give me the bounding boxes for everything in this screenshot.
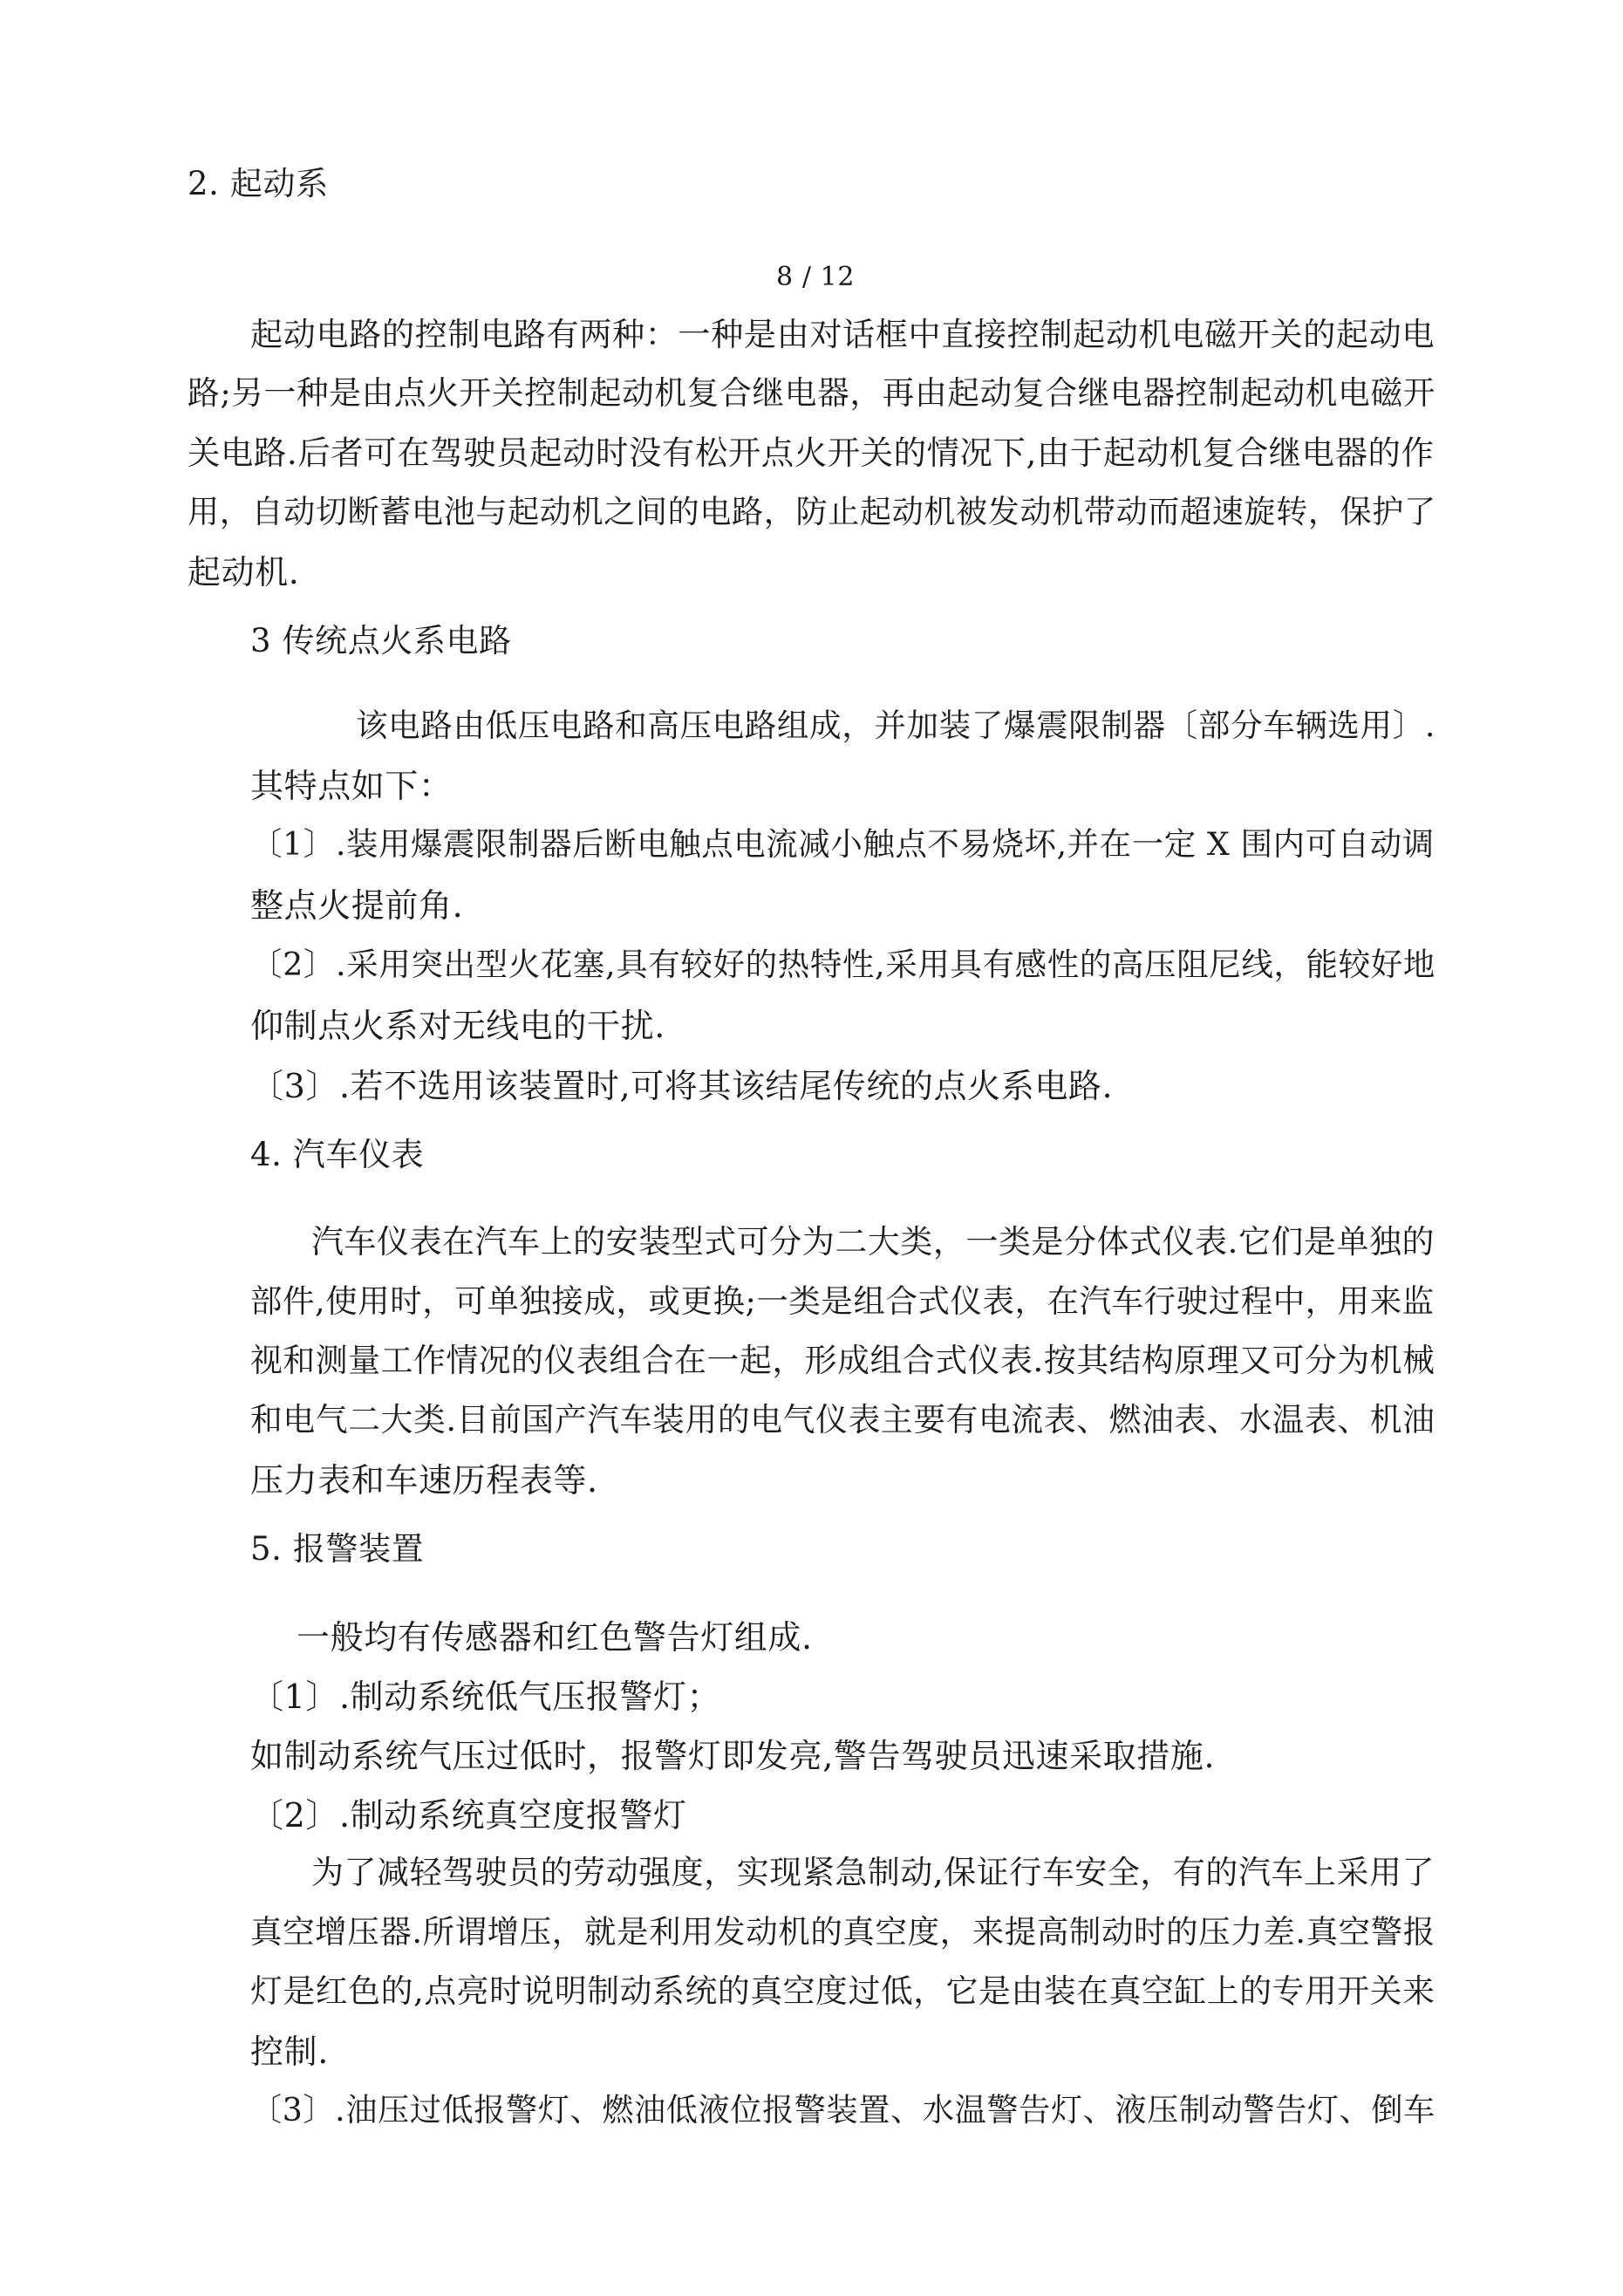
paragraph-line: 部件,使用时，可单独接成，或更换;一类是组合式仪表，在汽车行驶过程中，用来监 [250, 1282, 1435, 1320]
paragraph-line: 真空增压器.所谓增压，就是利用发动机的真空度，来提高制动时的压力差.真空警报 [250, 1913, 1435, 1951]
paragraph-line: 一般均有传感器和红色警告灯组成. [297, 1618, 813, 1657]
paragraph-line: 灯是红色的,点亮时说明制动系统的真空度过低，它是由装在真空缸上的专用开关来 [250, 1972, 1435, 2010]
list-item: 〔1〕.制动系统低气压报警灯； [250, 1678, 721, 1716]
section-heading-alarm: 5. 报警装置 [250, 1530, 425, 1568]
section-heading-instruments: 4. 汽车仪表 [250, 1136, 425, 1173]
paragraph-line: 视和测量工作情况的仪表组合在一起，形成组合式仪表.按其结构原理又可分为机械 [250, 1342, 1435, 1379]
section-heading-ignition: 3 传统点火系电路 [250, 622, 512, 659]
paragraph-line: 关电路.后者可在驾驶员起动时没有松开点火开关的情况下,由于起动机复合继电器的作 [188, 434, 1435, 472]
paragraph-line: 整点火提前角. [250, 886, 464, 925]
paragraph-line: 其特点如下： [250, 767, 453, 805]
paragraph-line: 控制. [250, 2033, 329, 2071]
list-item: 〔2〕.制动系统真空度报警灯 [250, 1796, 687, 1835]
paragraph-line: 用，自动切断蓄电池与起动机之间的电路，防止起动机被发动机带动而超速旋转，保护了 [188, 493, 1436, 530]
paragraph-line: 汽车仪表在汽车上的安装型式可分为二大类，一类是分体式仪表.它们是单独的 [311, 1223, 1435, 1261]
list-item: 〔2〕.采用突出型火花塞,具有较好的热特性,采用具有感性的高压阻尼线，能较好地 [250, 946, 1435, 983]
page-number: 8 / 12 [776, 262, 856, 292]
paragraph-line: 为了减轻驾驶员的劳动强度，实现紧急制动,保证行车安全，有的汽车上采用了 [311, 1854, 1435, 1891]
section-heading-starter: 2. 起动系 [188, 165, 329, 202]
paragraph-line: 如制动系统气压过低时，报警灯即发亮,警告驾驶员迅速采取措施. [250, 1737, 1216, 1775]
list-item: 〔3〕.油压过低报警灯、燃油低液位报警装置、水温警告灯、液压制动警告灯、倒车 [250, 2091, 1435, 2129]
paragraph-line: 该电路由低压电路和高压电路组成，并加装了爆震限制器〔部分车辆选用〕. [356, 707, 1436, 744]
paragraph-line: 起动机. [188, 553, 300, 591]
paragraph-line: 起动电路的控制电路有两种：一种是由对话框中直接控制起动机电磁开关的起动电 [250, 316, 1435, 353]
list-item: 〔3〕.若不选用该装置时,可将其该结尾传统的点火系电路. [250, 1067, 1114, 1105]
paragraph-line: 和电气二大类.目前国产汽车装用的电气仪表主要有电流表、燃油表、水温表、机油 [250, 1401, 1435, 1438]
paragraph-line: 路;另一种是由点火开关控制起动机复合继电器，再由起动复合继电器控制起动机电磁开 [188, 374, 1436, 412]
list-item: 〔1〕.装用爆震限制器后断电触点电流减小触点不易烧坏,并在一定 X 围内可自动调 [250, 825, 1435, 863]
paragraph-line: 压力表和车速历程表等. [250, 1461, 598, 1500]
paragraph-line: 仰制点火系对无线电的干扰. [250, 1007, 665, 1045]
